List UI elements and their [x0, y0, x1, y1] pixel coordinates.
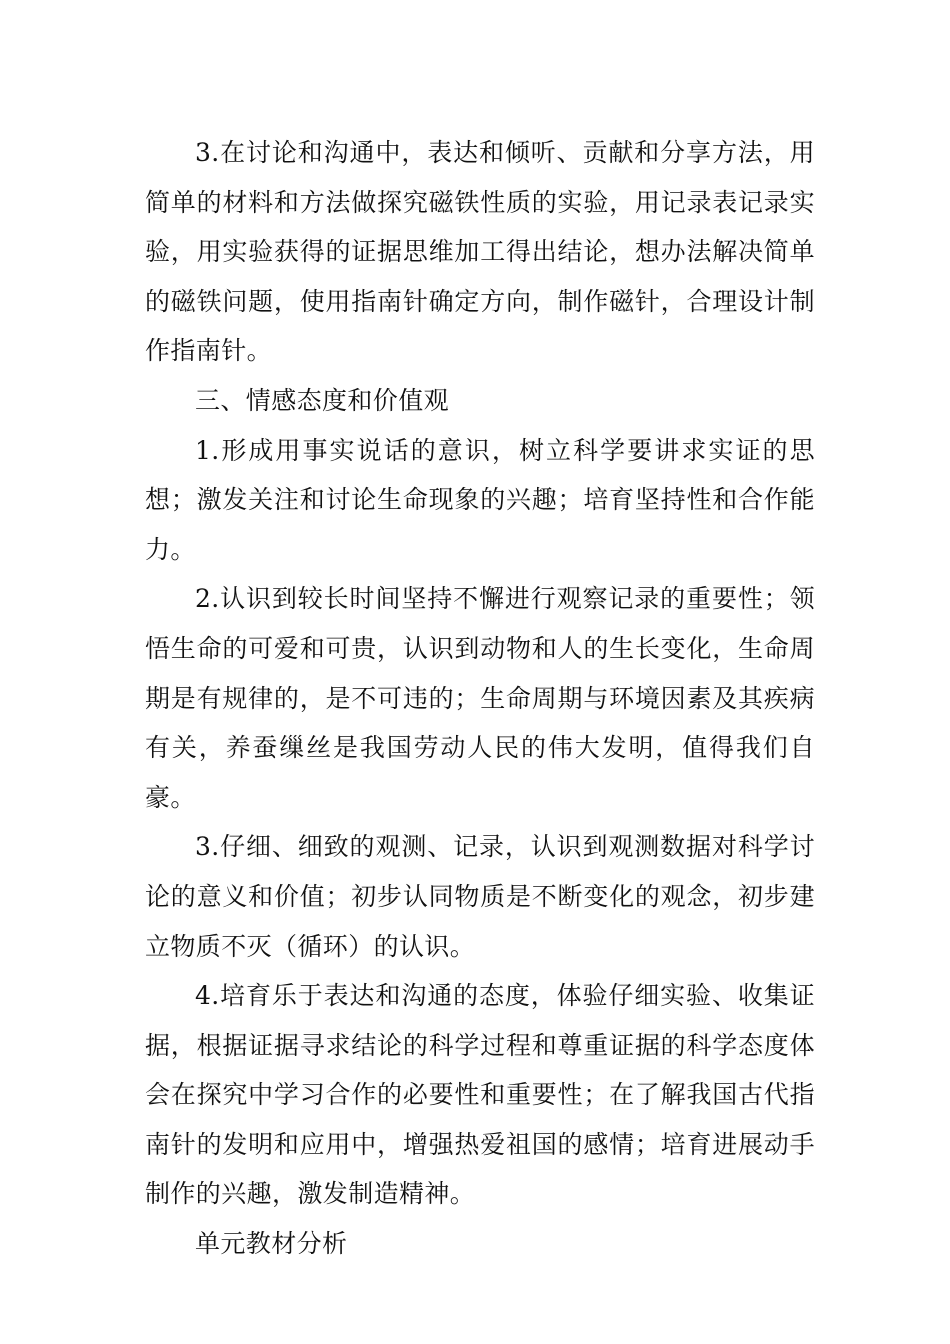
section-heading-unit-analysis: 单元教材分析	[195, 1229, 348, 1259]
paragraph-attitude-1: 1.形成用事实说话的意识，树立科学要讲求实证的思想；激发关注和讨论生命现象的兴趣；培育坚持性和合作能力。	[145, 435, 815, 564]
document-body	[145, 128, 815, 1269]
paragraph-attitude-3: 3.仔细、细致的观测、记录，认识到观测数据对科学讨论的意义和价值；初步认同物质是不断变化的观念，初步建立物质不灭（循环）的认识。	[145, 832, 815, 961]
paragraph-attitude-4: 4.培育乐于表达和沟通的态度，体验仔细实验、收集证据，根据证据寻求结论的科学过程和尊重证据的科学态度体会在探究中学习合作的必要性和重要性；在了解我国古代指南针的发明和应用中，增强热爱祖国的感情；培育进展动手制作的兴趣，激发制造精神。	[145, 981, 815, 1209]
paragraph-attitude-2: 2.认识到较长时间坚持不懈进行观察记录的重要性；领悟生命的可爱和可贵，认识到动物和人的生长变化，生命周期是有规律的，是不可违的；生命周期与环境因素及其疾病有关，养蚕缫丝是我国劳动人民的伟大发明，值得我们自豪。	[145, 584, 815, 812]
paragraph-inquiry-skills-3: 3.在讨论和沟通中，表达和倾听、贡献和分享方法，用简单的材料和方法做探究磁铁性质的实验，用记录表记录实验，用实验获得的证据思维加工得出结论，想办法解决简单的磁铁问题，使用指南针确定方向，制作磁针，合理设计制作指南针。	[145, 138, 815, 366]
section-heading-attitudes-values: 三、情感态度和价值观	[195, 385, 450, 415]
